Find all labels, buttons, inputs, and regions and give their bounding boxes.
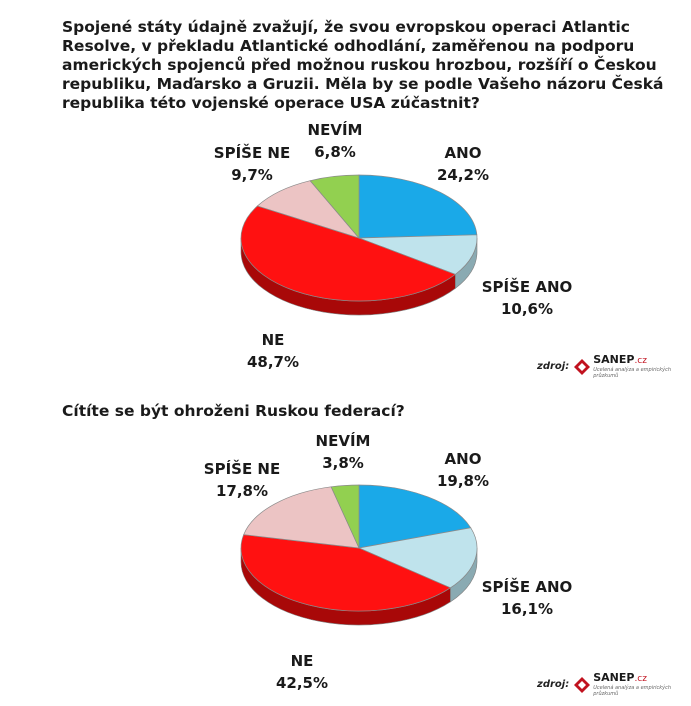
category-label: NEVÍM [307,121,363,139]
source-credit-1 [537,354,691,379]
value-label: 3,8% [322,454,364,472]
category-label: NEVÍM [315,432,371,450]
slice-label-spise-ne [204,459,280,500]
sanep-logo [573,672,691,697]
category-label: ANO [444,144,482,162]
category-label: ANO [444,450,482,468]
value-label: 24,2% [436,166,490,184]
value-label: 6,8% [314,143,356,161]
pie-chart-1 [0,120,691,380]
category-label: SPÍŠE NE [203,460,281,478]
sanep-logo-icon [573,358,591,376]
slice-label-spise-ne [214,143,290,184]
value-label: 17,8% [215,482,269,500]
category-label: NE [261,331,285,349]
value-label: 16,1% [500,600,554,618]
slice-label-nevim [308,120,363,161]
value-label: 9,7% [231,166,273,184]
category-label: SPÍŠE ANO [481,578,573,596]
source-credit-2 [537,672,691,697]
source-label: zdroj: [537,361,570,372]
logo-name: SANEP [593,671,635,684]
value-label: 42,5% [275,674,329,692]
slice-label-ano [437,144,489,184]
sanep-logo [573,354,691,379]
value-label: 48,7% [246,353,300,371]
value-label: 19,8% [436,472,490,490]
pie-slice-ano [359,175,477,238]
slice-label-ne [247,331,299,371]
question-1: Spojené státy údajně zvažují, že svou evropskou operaci Atlantic Resolve, v překladu Atlantické odhodlání, zaměřenou na podporu amerických spojenců před možnou ruskou hrozbou, rozšíří o Českou republiku, Maďarsko a Gruzii. Měla by se podle Vašeho názoru Česká republika této vojenské operace USA zúčastnit? [62,18,664,112]
category-label: NE [290,652,314,670]
slice-label-ne [276,652,328,692]
source-label: zdroj: [537,679,570,690]
logo-tagline: Ucelená analýza a empirických průzkumů [593,367,672,379]
logo-tagline: Ucelená analýza a empirických průzkumů [593,685,672,697]
value-label: 10,6% [500,300,554,318]
slice-label-spise-ano [482,277,573,318]
logo-name: SANEP [593,353,635,366]
question-2: Cítíte se být ohroženi Ruskou federací? [62,402,405,420]
logo-tld: .cz [634,356,647,366]
category-label: SPÍŠE NE [213,144,291,162]
category-label: SPÍŠE ANO [481,278,573,296]
slice-label-ano [437,450,489,490]
slice-label-nevim [316,431,371,472]
slice-label-spise-ano [482,577,573,618]
logo-tld: .cz [634,674,647,684]
sanep-logo-icon [573,676,591,694]
